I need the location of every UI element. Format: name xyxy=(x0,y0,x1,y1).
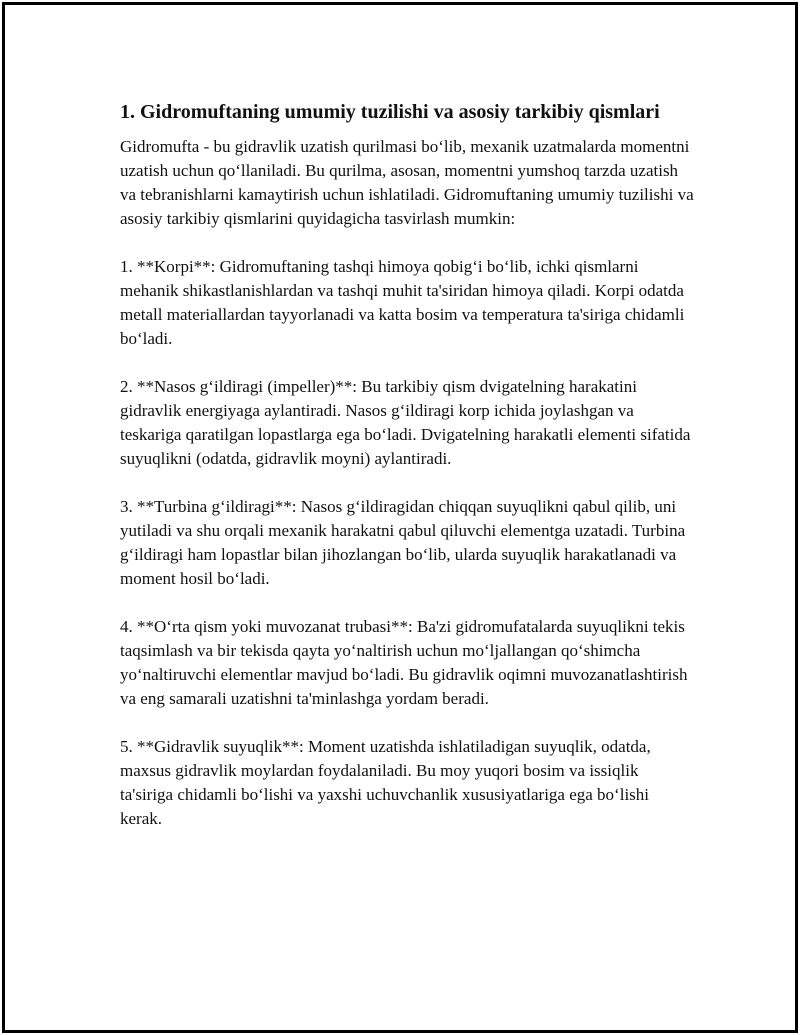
list-item-orta-qism: 4. **O‘rta qism yoki muvozanat trubasi**: Ba'zi gidromufatalarda suyuqlikni tekis taqsimlash va bir tekisda qayta yo‘naltirish uchun mo‘ljallangan qo‘shimcha yo‘naltiruvchi elementlar mavjud bo‘ladi. Bu gidravlik oqimni muvozanatlashtirish va eng samarali uzatishni ta'minlashga yordam beradi. xyxy=(120,617,688,708)
document-title: 1. Gidromuftaning umumiy tuzilishi va asosiy tarkibiy qismlari xyxy=(120,101,660,123)
page-frame xyxy=(2,2,798,1033)
intro-paragraph: Gidromufta - bu gidravlik uzatish qurilmasi bo‘lib, mexanik uzatmalarda momentni uzatish uchun qo‘llaniladi. Bu qurilma, asosan, momentni yumshoq tarzda uzatish va tebranishlarni kamaytirish uchun ishlatiladi. Gidromuftaning umumiy tuzilishi va asosiy tarkibiy qismlarini quyidagicha tasvirlash mumkin: xyxy=(120,137,694,228)
list-item-nasos-gildiragi: 2. **Nasos g‘ildiragi (impeller)**: Bu tarkibiy qism dvigatelning harakatini gidravlik energiyaga aylantiradi. Nasos g‘ildiragi korp ichida joylashgan va teskariga qaratilgan lopastlarga ega bo‘ladi. Dvigatelning harakatli elementi sifatida suyuqlikni (odatda, gidravlik moyni) aylantiradi. xyxy=(120,377,691,468)
list-item-gidravlik-suyuqlik: 5. **Gidravlik suyuqlik**: Moment uzatishda ishlatiladigan suyuqlik, odatda, maxsus gidravlik moylardan foydalaniladi. Bu moy yuqori bosim va issiqlik ta'siriga chidamli bo‘lishi va yaxshi uchuvchanlik xususiyatlariga ega bo‘lishi kerak. xyxy=(120,737,651,828)
document-body xyxy=(120,99,695,831)
list-item-turbina-gildiragi: 3. **Turbina g‘ildiragi**: Nasos g‘ildiragidan chiqqan suyuqlikni qabul qilib, uni yutiladi va shu orqali mexanik harakatni qabul qiluvchi elementga uzatadi. Turbina g‘ildiragi ham lopastlar bilan jihozlangan bo‘lib, ularda suyuqlik harakatlanadi va moment hosil bo‘ladi. xyxy=(120,497,686,588)
list-item-korpi: 1. **Korpi**: Gidromuftaning tashqi himoya qobig‘i bo‘lib, ichki qismlarni mehanik shikastlanishlardan va tashqi muhit ta'siridan himoya qiladi. Korpi odatda metall materiallardan tayyorlanadi va katta bosim va temperatura ta'siriga chidamli bo‘ladi. xyxy=(120,257,685,348)
